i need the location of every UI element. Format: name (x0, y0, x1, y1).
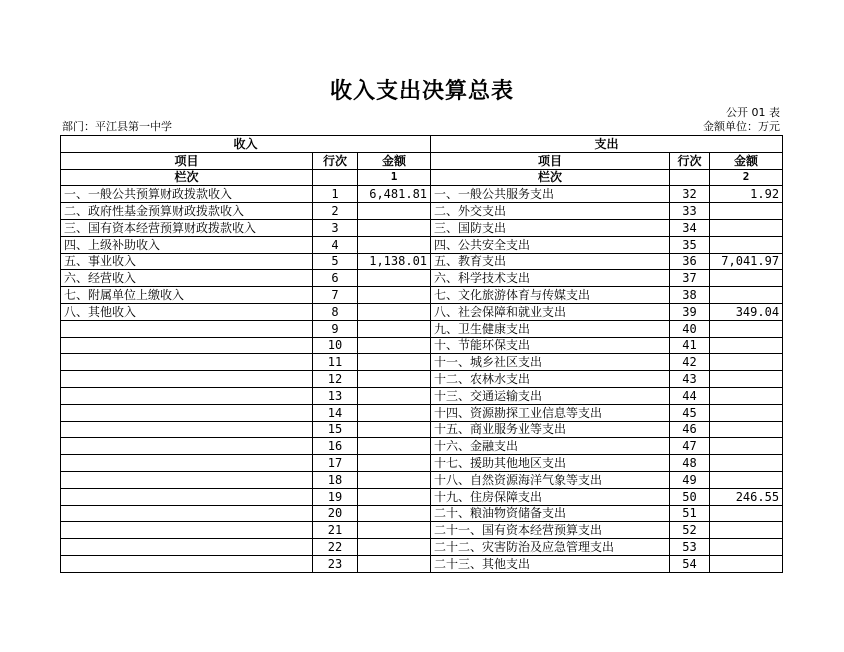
income-line-no-header: 行次 (313, 152, 358, 169)
expense-item: 四、公共安全支出 (431, 236, 670, 253)
table-row (61, 471, 783, 488)
income-amount (358, 555, 431, 572)
income-line-no: 11 (313, 354, 358, 371)
expense-line-no: 38 (670, 287, 710, 304)
income-item (61, 387, 313, 404)
expense-item: 二十二、灾害防治及应急管理支出 (431, 539, 670, 556)
table-row (61, 371, 783, 388)
income-item: 三、国有资本经营预算财政拨款收入 (61, 219, 313, 236)
income-item (61, 421, 313, 438)
expense-item: 七、文化旅游体育与传媒支出 (431, 287, 670, 304)
expense-item: 十二、农林水支出 (431, 371, 670, 388)
expense-amount (710, 203, 783, 220)
income-line-no: 16 (313, 438, 358, 455)
income-line-no: 21 (313, 522, 358, 539)
expense-line-no: 43 (670, 371, 710, 388)
expense-amount (710, 522, 783, 539)
income-amount (358, 438, 431, 455)
table-row (61, 186, 783, 203)
income-item (61, 555, 313, 572)
income-item (61, 354, 313, 371)
expense-item: 八、社会保障和就业支出 (431, 303, 670, 320)
expense-item: 九、卫生健康支出 (431, 320, 670, 337)
expense-line-no: 40 (670, 320, 710, 337)
table-row (61, 219, 783, 236)
expense-line-no: 52 (670, 522, 710, 539)
expense-line-no: 34 (670, 219, 710, 236)
table-row (61, 455, 783, 472)
income-amount (358, 471, 431, 488)
expense-item: 十九、住房保障支出 (431, 488, 670, 505)
income-line-no: 22 (313, 539, 358, 556)
department-label: 部门：平江县第一中学 (62, 120, 172, 133)
expense-amount (710, 455, 783, 472)
expense-amount: 7,041.97 (710, 253, 783, 270)
income-column-index-blank (313, 169, 358, 186)
expense-line-no: 48 (670, 455, 710, 472)
expense-amount (710, 236, 783, 253)
table-row (61, 236, 783, 253)
expense-line-no: 50 (670, 488, 710, 505)
income-item: 八、其他收入 (61, 303, 313, 320)
table-row (61, 387, 783, 404)
expense-item: 二十三、其他支出 (431, 555, 670, 572)
expense-line-no-header: 行次 (670, 152, 710, 169)
expense-item: 十、节能环保支出 (431, 337, 670, 354)
expense-amount (710, 371, 783, 388)
income-column-index-label: 栏次 (61, 169, 313, 186)
expense-amount (710, 404, 783, 421)
column-index-row (61, 169, 783, 186)
income-item (61, 371, 313, 388)
expense-item: 二十一、国有资本经营预算支出 (431, 522, 670, 539)
income-amount (358, 320, 431, 337)
table-row (61, 203, 783, 220)
table-row (61, 421, 783, 438)
income-amount (358, 455, 431, 472)
table-row (61, 438, 783, 455)
table-row (61, 404, 783, 421)
section-header-row (61, 136, 783, 153)
expense-amount (710, 337, 783, 354)
expense-line-no: 33 (670, 203, 710, 220)
form-code-label: 公开 01 表 (726, 106, 780, 119)
table-row (61, 555, 783, 572)
column-header-row (61, 152, 783, 169)
income-amount (358, 539, 431, 556)
expense-item: 六、科学技术支出 (431, 270, 670, 287)
expense-item: 十三、交通运输支出 (431, 387, 670, 404)
income-line-no: 9 (313, 320, 358, 337)
amount-unit-label: 金额单位：万元 (703, 120, 780, 133)
income-item (61, 438, 313, 455)
income-item: 五、事业收入 (61, 253, 313, 270)
expense-amount (710, 320, 783, 337)
expense-line-no: 54 (670, 555, 710, 572)
expense-amount-header: 金额 (710, 152, 783, 169)
table-row (61, 522, 783, 539)
income-amount (358, 287, 431, 304)
income-line-no: 1 (313, 186, 358, 203)
expense-item: 十六、金融支出 (431, 438, 670, 455)
table-row (61, 337, 783, 354)
income-column-index-value: 1 (358, 169, 431, 186)
income-item: 一、一般公共预算财政拨款收入 (61, 186, 313, 203)
income-amount (358, 404, 431, 421)
table-row (61, 303, 783, 320)
expense-item-header: 项目 (431, 152, 670, 169)
table-row (61, 505, 783, 522)
income-item (61, 320, 313, 337)
expense-line-no: 47 (670, 438, 710, 455)
income-section-header: 收入 (61, 136, 431, 153)
expense-line-no: 39 (670, 303, 710, 320)
income-amount (358, 387, 431, 404)
income-item (61, 522, 313, 539)
income-amount (358, 371, 431, 388)
expense-line-no: 53 (670, 539, 710, 556)
income-line-no: 19 (313, 488, 358, 505)
expense-line-no: 49 (670, 471, 710, 488)
income-item (61, 539, 313, 556)
expense-column-index-blank (670, 169, 710, 186)
expense-item: 十八、自然资源海洋气象等支出 (431, 471, 670, 488)
expense-amount (710, 505, 783, 522)
income-item (61, 455, 313, 472)
income-amount (358, 522, 431, 539)
table-row (61, 253, 783, 270)
income-line-no: 20 (313, 505, 358, 522)
table-row (61, 539, 783, 556)
expense-line-no: 45 (670, 404, 710, 421)
income-item: 七、附属单位上缴收入 (61, 287, 313, 304)
income-amount (358, 270, 431, 287)
expense-column-index-label: 栏次 (431, 169, 670, 186)
income-line-no: 23 (313, 555, 358, 572)
income-amount-header: 金额 (358, 152, 431, 169)
income-line-no: 8 (313, 303, 358, 320)
income-line-no: 6 (313, 270, 358, 287)
expense-item: 十七、援助其他地区支出 (431, 455, 670, 472)
income-item (61, 404, 313, 421)
table-row (61, 270, 783, 287)
expense-amount (710, 438, 783, 455)
income-line-no: 15 (313, 421, 358, 438)
expense-line-no: 36 (670, 253, 710, 270)
expense-amount (710, 555, 783, 572)
expense-item: 二十、粮油物资储备支出 (431, 505, 670, 522)
expense-line-no: 44 (670, 387, 710, 404)
income-item: 二、政府性基金预算财政拨款收入 (61, 203, 313, 220)
expense-amount (710, 471, 783, 488)
expense-amount (710, 219, 783, 236)
expense-section-header: 支出 (431, 136, 783, 153)
income-amount (358, 354, 431, 371)
income-amount: 1,138.01 (358, 253, 431, 270)
income-line-no: 10 (313, 337, 358, 354)
table-row (61, 287, 783, 304)
income-item (61, 505, 313, 522)
income-amount (358, 203, 431, 220)
expense-amount: 1.92 (710, 186, 783, 203)
expense-amount (710, 354, 783, 371)
income-line-no: 13 (313, 387, 358, 404)
summary-table (60, 135, 783, 573)
income-line-no: 2 (313, 203, 358, 220)
table-row (61, 488, 783, 505)
expense-amount (710, 287, 783, 304)
income-item: 四、上级补助收入 (61, 236, 313, 253)
expense-line-no: 51 (670, 505, 710, 522)
income-amount (358, 303, 431, 320)
page-title: 收入支出决算总表 (329, 79, 514, 104)
expense-column-index-value: 2 (710, 169, 783, 186)
expense-line-no: 37 (670, 270, 710, 287)
income-line-no: 4 (313, 236, 358, 253)
income-item (61, 471, 313, 488)
income-amount (358, 236, 431, 253)
income-line-no: 14 (313, 404, 358, 421)
income-item (61, 337, 313, 354)
expense-amount: 349.04 (710, 303, 783, 320)
income-amount (358, 219, 431, 236)
income-item (61, 488, 313, 505)
expense-item: 十四、资源勘探工业信息等支出 (431, 404, 670, 421)
expense-amount (710, 539, 783, 556)
expense-item: 十一、城乡社区支出 (431, 354, 670, 371)
expense-item: 二、外交支出 (431, 203, 670, 220)
expense-item: 一、一般公共服务支出 (431, 186, 670, 203)
income-amount (358, 421, 431, 438)
income-amount: 6,481.81 (358, 186, 431, 203)
income-line-no: 7 (313, 287, 358, 304)
income-line-no: 17 (313, 455, 358, 472)
income-line-no: 12 (313, 371, 358, 388)
expense-line-no: 41 (670, 337, 710, 354)
expense-amount (710, 421, 783, 438)
income-amount (358, 337, 431, 354)
expense-item: 三、国防支出 (431, 219, 670, 236)
expense-item: 五、教育支出 (431, 253, 670, 270)
expense-amount (710, 270, 783, 287)
expense-line-no: 35 (670, 236, 710, 253)
income-item: 六、经营收入 (61, 270, 313, 287)
expense-line-no: 32 (670, 186, 710, 203)
expense-amount (710, 387, 783, 404)
expense-item: 十五、商业服务业等支出 (431, 421, 670, 438)
income-line-no: 18 (313, 471, 358, 488)
income-line-no: 5 (313, 253, 358, 270)
income-amount (358, 505, 431, 522)
table-row (61, 354, 783, 371)
income-amount (358, 488, 431, 505)
expense-amount: 246.55 (710, 488, 783, 505)
expense-line-no: 46 (670, 421, 710, 438)
income-line-no: 3 (313, 219, 358, 236)
table-row (61, 320, 783, 337)
income-item-header: 项目 (61, 152, 313, 169)
expense-line-no: 42 (670, 354, 710, 371)
